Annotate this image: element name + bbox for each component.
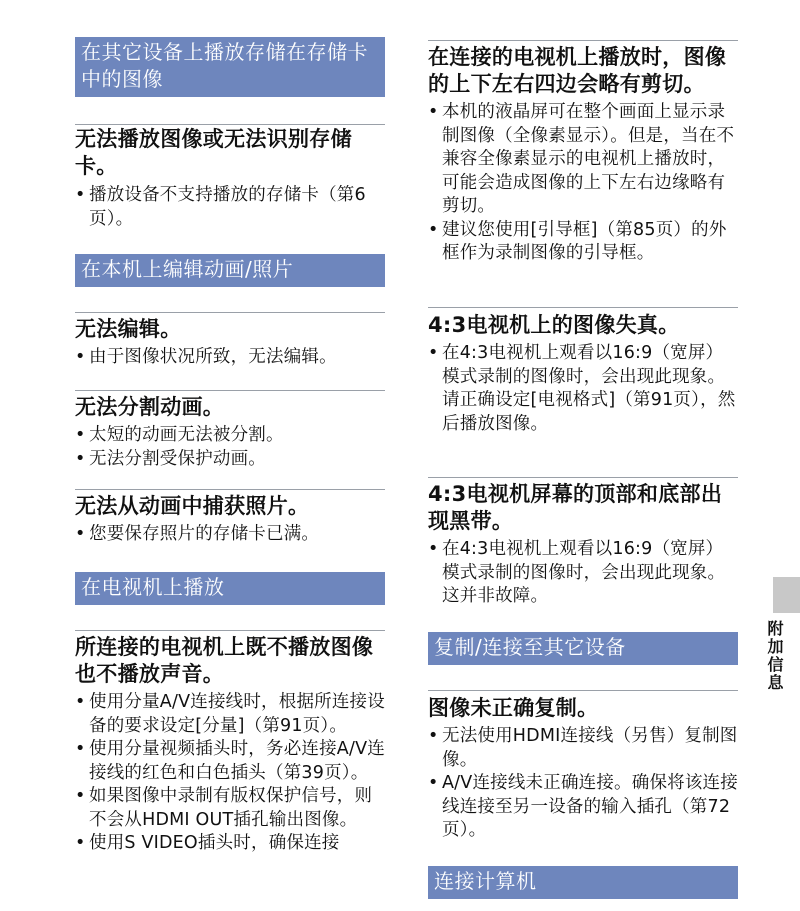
section-header-copy: 复制/连接至其它设备: [428, 632, 738, 665]
side-tab-label: 附加信息: [765, 620, 784, 692]
faq-item: [75, 493, 385, 547]
faq-item: [75, 316, 385, 370]
answer-bullet: • 使用S VIDEO插头时，确保连接: [75, 832, 385, 856]
section-header-computer: 连接计算机: [428, 866, 738, 899]
answer-bullet: • 使用分量视频插头时，务必连接A/V连接线的红色和白色插头（第39页）。: [75, 738, 385, 785]
question-title: 图像未正确复制。: [428, 696, 599, 720]
faq-item: [75, 394, 385, 471]
question-title: 所连接的电视机上既不播放图像也不播放声音。: [75, 635, 374, 686]
divider: [75, 489, 385, 490]
faq-item: [75, 126, 385, 231]
divider: [428, 690, 738, 691]
answer-bullet: • 建议您使用[引导框]（第85页）的外框作为录制图像的引导框。: [428, 219, 738, 266]
answer-bullet: • 在4:3电视机上观看以16:9（宽屏）模式录制的图像时，会出现此现象。请正确设定[电视格式]（第91页），然后播放图像。: [428, 342, 738, 436]
question-title: 无法编辑。: [75, 317, 182, 341]
answer-bullet: • 如果图像中录制有版权保护信号，则不会从HDMI OUT插孔输出图像。: [75, 785, 385, 832]
faq-item: [428, 44, 738, 266]
question-title: 4:3电视机上的图像失真。: [428, 313, 680, 337]
divider: [75, 630, 385, 631]
answer-bullet: • 使用分量A/V连接线时，根据所连接设备的要求设定[分量]（第91页）。: [75, 691, 385, 738]
divider: [428, 307, 738, 308]
question-title: 4:3电视机屏幕的顶部和底部出现黑带。: [428, 482, 723, 533]
answer-bullet: • 太短的动画无法被分割。: [75, 424, 385, 448]
divider: [428, 477, 738, 478]
faq-item: [428, 695, 738, 843]
faq-item: [428, 312, 738, 436]
answer-bullet: • A/V连接线未正确连接。确保将该连接线连接至另一设备的输入插孔（第72页）。: [428, 772, 738, 843]
divider: [428, 40, 738, 41]
divider: [75, 390, 385, 391]
answer-bullet: • 播放设备不支持播放的存储卡（第6页）。: [75, 184, 385, 231]
answer-bullet: • 无法分割受保护动画。: [75, 448, 385, 472]
question-title: 无法从动画中捕获照片。: [75, 494, 310, 518]
question-title: 无法播放图像或无法识别存储卡。: [75, 127, 352, 178]
divider: [75, 124, 385, 125]
question-title: 在连接的电视机上播放时，图像的上下左右四边会略有剪切。: [428, 45, 727, 96]
section-header-edit: 在本机上编辑动画/照片: [75, 254, 385, 287]
answer-bullet: • 本机的液晶屏可在整个画面上显示录制图像（全像素显示）。但是，当在不兼容全像素显示的电视机上播放时，可能会造成图像的上下左右边缘略有剪切。: [428, 101, 738, 219]
faq-item: [428, 481, 738, 609]
answer-bullet: • 您要保存照片的存储卡已满。: [75, 523, 385, 547]
faq-item: [75, 634, 385, 856]
side-index-tab: [773, 577, 800, 613]
section-header-other-devices: 在其它设备上播放存储在存储卡中的图像: [75, 37, 385, 97]
section-header-tv: 在电视机上播放: [75, 572, 385, 605]
answer-bullet: • 由于图像状况所致，无法编辑。: [75, 346, 385, 370]
answer-bullet: • 无法使用HDMI连接线（另售）复制图像。: [428, 725, 738, 772]
question-title: 无法分割动画。: [75, 395, 225, 419]
answer-bullet: • 在4:3电视机上观看以16:9（宽屏）模式录制的图像时，会出现此现象。这并非故障。: [428, 538, 738, 609]
divider: [75, 312, 385, 313]
